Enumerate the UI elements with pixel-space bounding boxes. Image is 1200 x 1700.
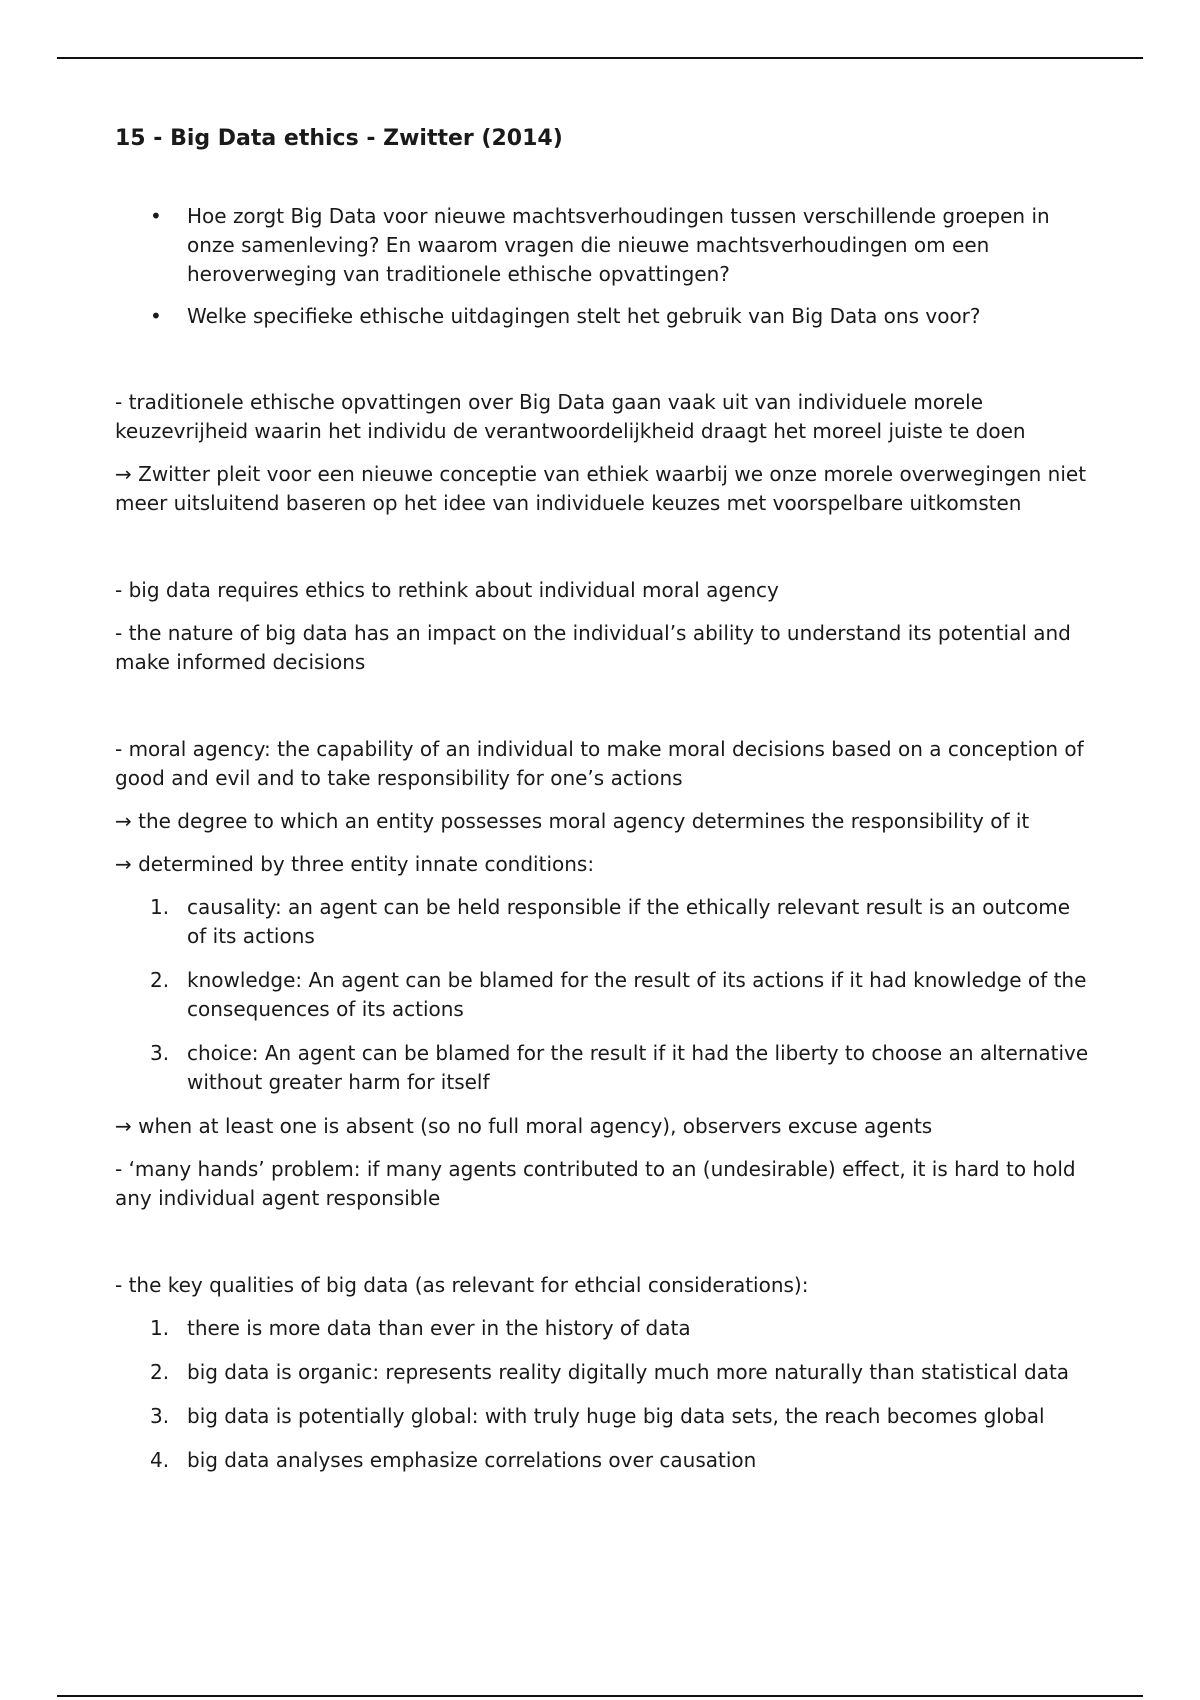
list-number: 4. [150, 1448, 170, 1472]
paragraph: → the degree to which an entity possesses moral agency determines the responsibility of it [115, 809, 1030, 833]
paragraph: - traditionele ethische opvattingen over Big Data gaan vaak uit van individuele morele keuzevrijheid waarin het individu de verantwoordelijkheid draagt het moreel juiste te doen [115, 390, 1026, 443]
section-spacer [115, 344, 1095, 388]
bottom-rule [57, 1695, 1143, 1697]
paragraph: - the nature of big data has an impact on the individual’s ability to understand its potential and make informed decisions [115, 621, 1071, 674]
paragraph: → Zwitter pleit voor een nieuwe conceptie van ethiek waarbij we onze morele overwegingen niet meer uitsluitend baseren op het idee van individuele keuzes met voorspelbare uitkomsten [115, 462, 1087, 515]
conditions-list [115, 893, 1095, 1097]
bullet-icon: • [150, 204, 162, 228]
list-item: 2. big data is organic: represents reality digitally much more naturally than statistical data [115, 1358, 1095, 1387]
list-number: 3. [150, 1404, 170, 1428]
list-number: 2. [150, 1360, 170, 1384]
list-item: 3. choice: An agent can be blamed for the result if it had the liberty to choose an alternative without greater harm for itself [150, 1041, 1089, 1094]
top-rule [57, 57, 1143, 59]
section-spacer [115, 1227, 1095, 1271]
list-item: 2. knowledge: An agent can be blamed for the result of its actions if it had knowledge of the consequences of its actions [150, 968, 1087, 1021]
paragraph: → when at least one is absent (so no full moral agency), observers excuse agents [115, 1114, 933, 1138]
list-item: 1. there is more data than ever in the history of data [115, 1314, 1095, 1343]
question-list [115, 202, 1095, 331]
qualities-list [115, 1314, 1095, 1475]
section-spacer [115, 691, 1095, 735]
list-item: 4. big data analyses emphasize correlations over causation [115, 1446, 1095, 1475]
question-item: • Hoe zorgt Big Data voor nieuwe machtsverhoudingen tussen verschillende groepen in onze samenleving? En waarom vragen die nieuwe machtsverhoudingen om een heroverweging van traditionele ethische opvattingen? [150, 204, 1050, 286]
document-title: 15 - Big Data ethics - Zwitter (2014) [115, 126, 563, 151]
list-number: 1. [150, 1316, 170, 1340]
paragraph: → determined by three entity innate conditions: [115, 852, 595, 876]
question-item: • Welke specifieke ethische uitdagingen stelt het gebruik van Big Data ons voor? [115, 302, 1095, 331]
list-number: 2. [150, 968, 170, 992]
paragraph: - big data requires ethics to rethink about individual moral agency [115, 578, 779, 602]
list-number: 1. [150, 895, 170, 919]
list-item: 3. big data is potentially global: with truly huge big data sets, the reach becomes global [115, 1402, 1095, 1431]
list-number: 3. [150, 1041, 170, 1065]
paragraph: - moral agency: the capability of an individual to make moral decisions based on a conception of good and evil and to take responsibility for one’s actions [115, 737, 1084, 790]
bullet-icon: • [150, 304, 162, 328]
section-spacer [115, 532, 1095, 576]
paragraph: - the key qualities of big data (as relevant for ethcial considerations): [115, 1273, 809, 1297]
list-item: 1. causality: an agent can be held responsible if the ethically relevant result is an outcome of its actions [150, 895, 1071, 948]
paragraph: - ‘many hands’ problem: if many agents contributed to an (undesirable) effect, it is hard to hold any individual agent responsible [115, 1157, 1076, 1210]
document-body [115, 124, 1095, 1490]
